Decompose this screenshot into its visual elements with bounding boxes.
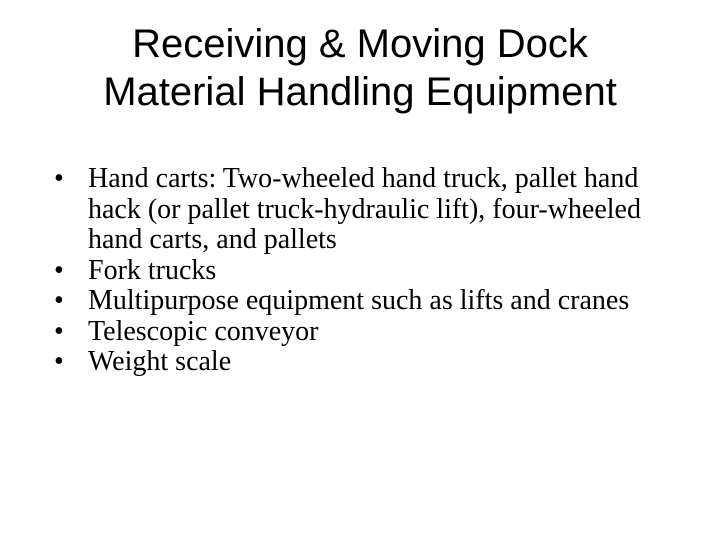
bullet-item-fork-trucks (36, 256, 676, 287)
bullet-marker: • (54, 315, 64, 347)
bullet-text: Telescopic conveyor (88, 315, 319, 347)
bullet-marker: • (54, 285, 64, 316)
bullet-marker: • (54, 254, 64, 286)
slide-title (36, 20, 684, 116)
bullet-item-multipurpose (36, 286, 676, 317)
title-line-1: Receiving & Moving Dock (132, 22, 588, 66)
bullet-text: Multipurpose equipment such as lifts and cranes (88, 285, 630, 316)
bullet-text: Hand carts: Two-wheeled hand truck, pallet hand hack (or pallet truck-hydraulic lift), four-wheeled hand carts, and pallets (88, 163, 641, 255)
bullet-marker: • (54, 346, 64, 377)
bullet-list (36, 164, 676, 378)
bullet-text: Weight scale (88, 346, 232, 377)
bullet-item-hand-carts (36, 164, 676, 256)
bullet-item-weight-scale (36, 347, 676, 378)
bullet-marker: • (54, 163, 64, 194)
title-line-2: Material Handling Equipment (103, 70, 617, 114)
bullet-text: Fork trucks (88, 254, 217, 286)
bullet-item-telescopic-conveyor (36, 317, 676, 348)
